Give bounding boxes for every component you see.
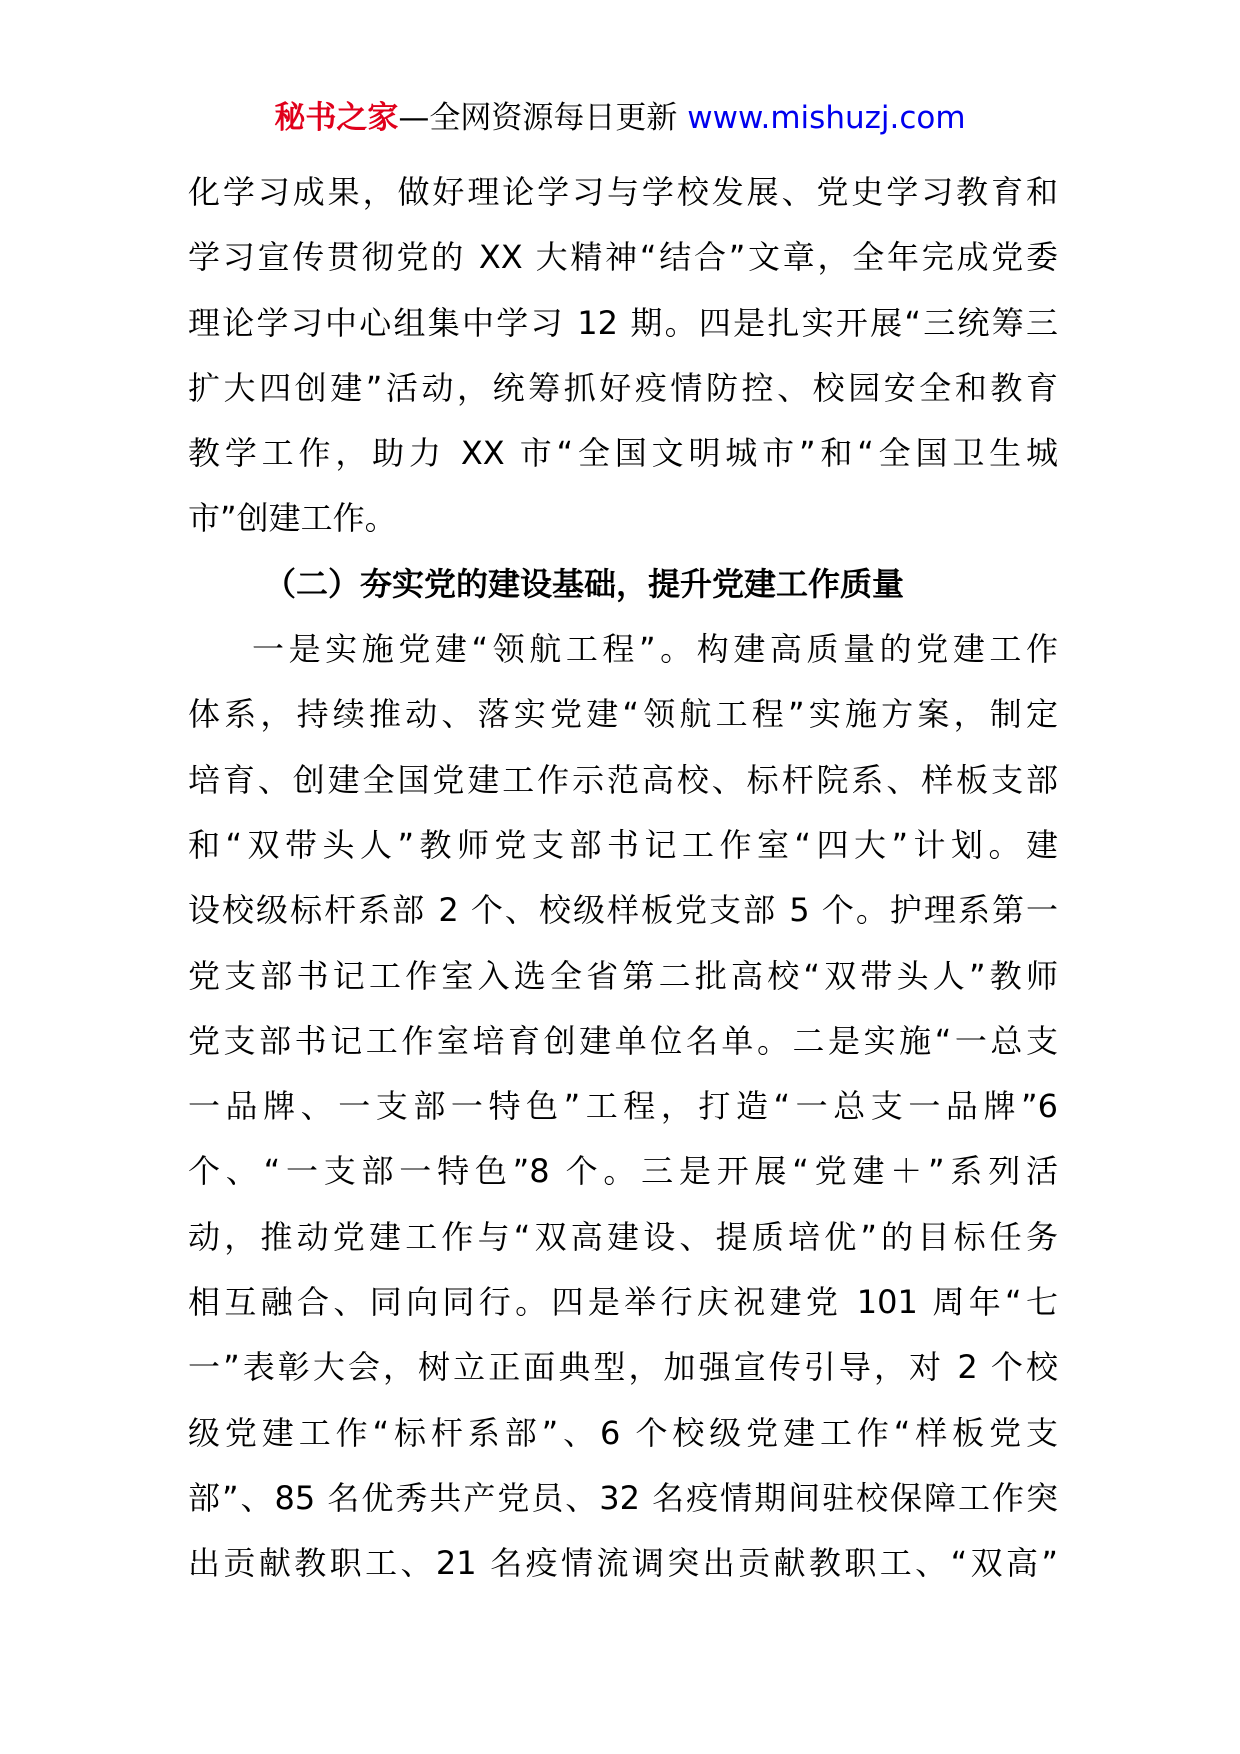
text-line: 党支部书记工作室培育创建单位名单。二是实施“一总支: [188, 1021, 1058, 1060]
text-line: 相互融合、同向同行。四是举行庆祝建党 101 周年“七: [188, 1283, 1058, 1322]
text-line: 市”创建工作。: [188, 499, 397, 538]
text-line: 设校级标杆系部 2 个、校级样板党支部 5 个。护理系第一: [188, 891, 1058, 930]
text-line: 和“双带头人”教师党支部书记工作室“四大”计划。建: [188, 825, 1058, 864]
text-line: 个、“一支部一特色”8 个。三是开展“党建＋”系列活: [188, 1152, 1058, 1191]
text-line: 培育、创建全国党建工作示范高校、标杆院系、样板支部: [188, 760, 1058, 799]
text-line: 理论学习中心组集中学习 12 期。四是扎实开展“三统筹三: [188, 303, 1058, 342]
document-body: [188, 160, 1058, 1597]
text-line: 体系，持续推动、落实党建“领航工程”实施方案，制定: [188, 695, 1058, 734]
text-line: 级党建工作“标杆系部”、6 个校级党建工作“样板党支: [188, 1413, 1058, 1452]
text-line: 化学习成果，做好理论学习与学校发展、党史学习教育和: [188, 173, 1058, 211]
text-line: 出贡献教职工、21 名疫情流调突出贡献教职工、“双高”: [188, 1544, 1058, 1583]
text-line: 学习宣传贯彻党的 XX 大精神“结合”文章，全年完成党委: [188, 238, 1058, 277]
text-line: 动，推动党建工作与“双高建设、提质培优”的目标任务: [188, 1217, 1058, 1256]
text-line: 教学工作，助力 XX 市“全国文明城市”和“全国卫生城: [188, 434, 1058, 473]
text-line: 一品牌、一支部一特色”工程，打造“一总支一品牌”6: [188, 1087, 1058, 1126]
site-header: [0, 98, 1240, 138]
text-line: 扩大四创建”活动，统筹抓好疫情防控、校园安全和教育: [188, 368, 1058, 407]
section-heading: （二）夯实党的建设基础，提升党建工作质量: [264, 564, 905, 603]
text-line: 一”表彰大会，树立正面典型，加强宣传引导，对 2 个校: [188, 1348, 1058, 1387]
text-line: 一是实施党建“领航工程”。构建高质量的党建工作: [252, 630, 1058, 669]
site-brand: 秘书之家: [274, 100, 399, 136]
site-tagline: —全网资源每日更新: [398, 100, 688, 136]
site-url-link[interactable]: www.mishuzj.com: [687, 100, 966, 136]
text-line: 党支部书记工作室入选全省第二批高校“双带头人”教师: [188, 956, 1058, 995]
text-line: 部”、85 名优秀共产党员、32 名疫情期间驻校保障工作突: [188, 1478, 1058, 1517]
